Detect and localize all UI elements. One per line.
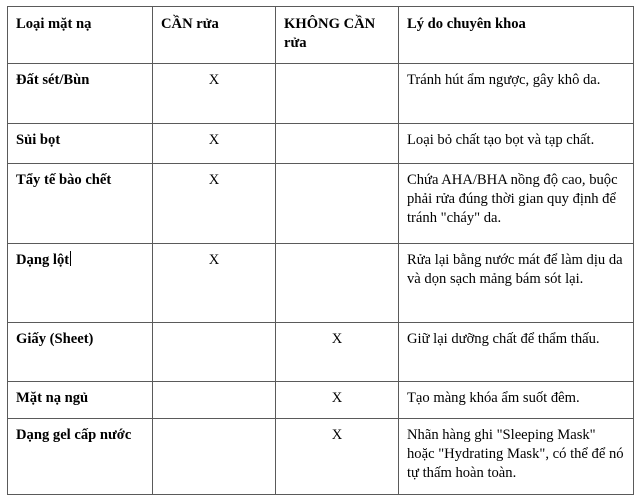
cell-reason: Chứa AHA/BHA nồng độ cao, buộc phải rửa đúng thời gian quy định để tránh "cháy" da. [399, 163, 634, 243]
cell-reason: Giữ lại dưỡng chất để thẩm thấu. [399, 322, 634, 381]
table-row [8, 381, 634, 418]
cell-needs-wash-mark: X [153, 63, 276, 123]
cell-reason: Rửa lại bằng nước mát để làm dịu da và dọn sạch mảng bám sót lại. [399, 243, 634, 322]
text-cursor [70, 251, 71, 266]
cell-no-wash-mark: X [276, 381, 399, 418]
mask-table-container [7, 6, 633, 495]
cell-mask-type-text: Dạng lột [16, 251, 70, 268]
cell-needs-wash-mark: X [153, 123, 276, 163]
cell-mask-type[interactable] [8, 243, 153, 322]
cell-reason: Tránh hút ẩm ngược, gây khô da. [399, 63, 634, 123]
cell-no-wash-mark [276, 163, 399, 243]
table-row [8, 418, 634, 494]
cell-mask-type: Dạng gel cấp nước [8, 418, 153, 494]
cell-reason: Nhãn hàng ghi "Sleeping Mask" hoặc "Hydrating Mask", có thể để nó tự thấm hoàn toàn. [399, 418, 634, 494]
cell-mask-type: Tẩy tế bào chết [8, 163, 153, 243]
cell-needs-wash-mark: X [153, 163, 276, 243]
cell-needs-wash-mark [153, 322, 276, 381]
cell-reason: Tạo màng khóa ẩm suốt đêm. [399, 381, 634, 418]
cell-no-wash-mark [276, 123, 399, 163]
column-header-needs-wash: CẦN rửa [153, 7, 276, 64]
table-row [8, 123, 634, 163]
cell-mask-type: Đất sét/Bùn [8, 63, 153, 123]
cell-needs-wash-mark: X [153, 243, 276, 322]
column-header-reason: Lý do chuyên khoa [399, 7, 634, 64]
cell-no-wash-mark [276, 63, 399, 123]
cell-needs-wash-mark [153, 418, 276, 494]
cell-needs-wash-mark [153, 381, 276, 418]
table-row [8, 243, 634, 322]
table-body [8, 63, 634, 494]
table-row [8, 322, 634, 381]
cell-mask-type: Sủi bọt [8, 123, 153, 163]
cell-mask-type: Giấy (Sheet) [8, 322, 153, 381]
column-header-mask-type: Loại mặt nạ [8, 7, 153, 64]
table-header-row [8, 7, 634, 64]
table-row [8, 63, 634, 123]
cell-no-wash-mark [276, 243, 399, 322]
mask-washing-table [7, 6, 634, 495]
cell-reason: Loại bỏ chất tạo bọt và tạp chất. [399, 123, 634, 163]
cell-no-wash-mark: X [276, 322, 399, 381]
table-header [8, 7, 634, 64]
cell-no-wash-mark: X [276, 418, 399, 494]
column-header-no-wash: KHÔNG CẦN rửa [276, 7, 399, 64]
table-row [8, 163, 634, 243]
cell-mask-type: Mặt nạ ngủ [8, 381, 153, 418]
